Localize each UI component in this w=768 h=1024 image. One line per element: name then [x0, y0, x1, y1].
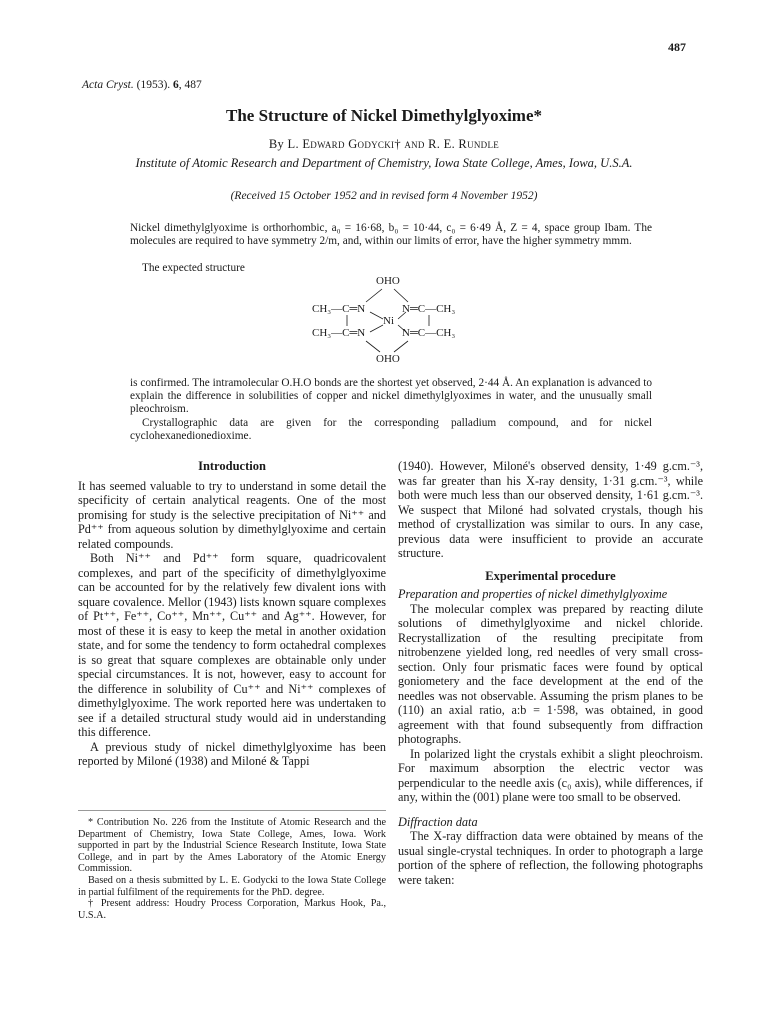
structure-diagram — [300, 272, 500, 372]
bond-bottom-right — [394, 341, 408, 352]
continuation-paragraph: (1940). However, Miloné's observed density, 1·49 g.cm.⁻³, was far greater than his X-ray density, 1·31 g.cm.⁻³, while both were much less than our observed density, 1·61 g.cm.⁻³. We suspect that Miloné had solvated crystals, though his method of crystallization was similar to ours. In any case, previous data were insufficient to provide an accurate structure. — [398, 459, 703, 560]
citation-volume: 6 — [173, 79, 179, 91]
diffraction-subheading: Diffraction data — [398, 814, 478, 829]
abstract-expected-structure: The expected structure — [142, 262, 245, 274]
footnote-3: † Present address: Houdry Process Corporation, Markus Hook, Pa., U.S.A. — [78, 898, 386, 921]
right-column — [398, 459, 703, 887]
footnote-1: * Contribution No. 226 from the Institute of Atomic Research and the Department of Chemistry, Iowa State College, Ames, Iowa. Work supported in part by the Industrial Science Research Institute, Iowa State College, and in part by the Ames Laboratory of the Atomic Energy Commission. — [78, 817, 386, 875]
abstract-paragraph-3 — [130, 417, 652, 443]
right-bottom-group: N═C—CH₃ — [402, 327, 456, 339]
bond-top-right — [394, 289, 408, 302]
affiliation: Institute of Atomic Research and Department of Chemistry, Iowa State College, Ames, Iowa, U.S.A. — [135, 156, 633, 170]
preparation-subheading: Preparation and properties of nickel dimethylglyoxime — [398, 587, 668, 601]
bond-bottom-left — [366, 341, 380, 352]
introduction-heading: Introduction — [198, 459, 266, 473]
oho-top-label: OHO — [376, 275, 400, 287]
footnote-divider — [78, 810, 386, 811]
journal-citation — [82, 79, 202, 91]
by-word: By — [268, 137, 285, 151]
author-1: L. Edward Godycki† — [287, 137, 401, 151]
footnote-2: Based on a thesis submitted by L. E. Godycki to the Iowa State College in partial fulfilment of the requirements for the PhD. degree. — [78, 874, 386, 898]
left-column — [78, 459, 386, 769]
right-top-group: N═C—CH₃ — [402, 303, 456, 315]
author-2: R. E. Rundle — [428, 137, 500, 151]
nickel-atom: Ni — [383, 315, 394, 327]
preparation-paragraph: The molecular complex was prepared by reacting dilute solutions of dimethylglyoxime and nickel chloride. Recrystallization of the resulting precipitate from nitrobenzene yielded long, red needles of very small cross-section. Only four prismatic faces were found by optical goniometery and the face development at the end of the needles was not observable. Assuming the prism planes to be (110) an axial ratio, a:b = 1·598, was obtained, in good agreement with that found subsequently from diffraction photographs. — [398, 601, 703, 746]
abstract-p3-text: Crystallographic data are given for the corresponding palladium compound, and for nickel cyclohexanedionedioxime. — [130, 417, 652, 442]
intro-paragraph-2: Both Ni⁺⁺ and Pd⁺⁺ form square, quadricovalent complexes, and part of the specificity of dimethylglyoxime can be accounted for by the relatively few divalent ions with square covalence. Mellor (1943) lists known square complexes of Pt⁺⁺, Fe⁺⁺, Co⁺⁺, Mn⁺⁺, Cu⁺⁺ and Ag⁺⁺. However, for most of these it is easy to keep the metal in another oxidation state, and for some the tendency to form octahedral complexes is so great that square complexes are obtainable only under special circumstances. It is not, however, easy to account for the difference in solubility of Cu⁺⁺ and Ni⁺⁺ complexes of dimethylglyoxime. The work reported here was undertaken to see if a detailed structural study would aid in understanding this difference. — [78, 551, 386, 739]
journal-name: Acta Cryst. — [82, 79, 134, 91]
received-text: (Received 15 October 1952 and in revised form 4 November 1952) — [230, 190, 538, 202]
abstract-paragraph-1: Nickel dimethylglyoxime is orthorhombic, a₀ = 16·68, b₀ = 10·44, c₀ = 6·49 Å, Z = 4, space group Ibam. The molecules are required to have symmetry 2/m, and, within our limits of error, have the higher symmetry mmm. — [130, 222, 652, 247]
bond-ni-tl — [370, 312, 383, 319]
oho-bottom-label: OHO — [376, 353, 400, 365]
abstract-paragraph-2: is confirmed. The intramolecular O.H.O bonds are the shortest yet observed, 2·44 Å. An explanation is advanced to explain the difference in solubilities of copper and nickel dimethylglyoximes in water, and the unusually small pleochroism. — [130, 377, 652, 415]
intro-paragraph-3: A previous study of nickel dimethylglyoxime has been reported by Miloné (1938) and Miloné & Tappi — [78, 739, 386, 768]
and-word: and — [404, 137, 425, 151]
diffraction-paragraph: The X-ray diffraction data were obtained by means of the usual single-crystal techniques. In order to photograph a large portion of the sphere of reflection, the following photographs were taken: — [398, 829, 703, 887]
author-line — [0, 137, 768, 152]
bond-top-left — [366, 289, 382, 302]
citation-page: , 487 — [178, 79, 202, 91]
intro-paragraph-1: It has seemed valuable to try to understand in some detail the specificity of certain analytical reagents. One of the most promising for study is the selective precipitation of Ni⁺⁺ and Pd⁺⁺ from aqueous solution by dimethylglyoxime and certain related compounds. — [78, 478, 386, 551]
received-date — [0, 190, 768, 202]
left-bottom-group: CH₃—C═N — [312, 327, 366, 339]
left-top-group: CH₃—C═N — [312, 303, 366, 315]
page-number: 487 — [668, 40, 686, 54]
footnotes — [78, 817, 386, 921]
pleochroism-paragraph: In polarized light the crystals exhibit a slight pleochroism. For maximum absorption the electric vector was perpendicular to the needle axis (c₀ axis), while differences, if any, within the (001) plane were too small to be observed. — [398, 746, 703, 804]
bond-ni-bl — [370, 325, 383, 332]
citation-year: (1953). — [136, 79, 171, 91]
experimental-heading: Experimental procedure — [485, 568, 616, 583]
paper-title: The Structure of Nickel Dimethylglyoxime* — [225, 106, 543, 125]
